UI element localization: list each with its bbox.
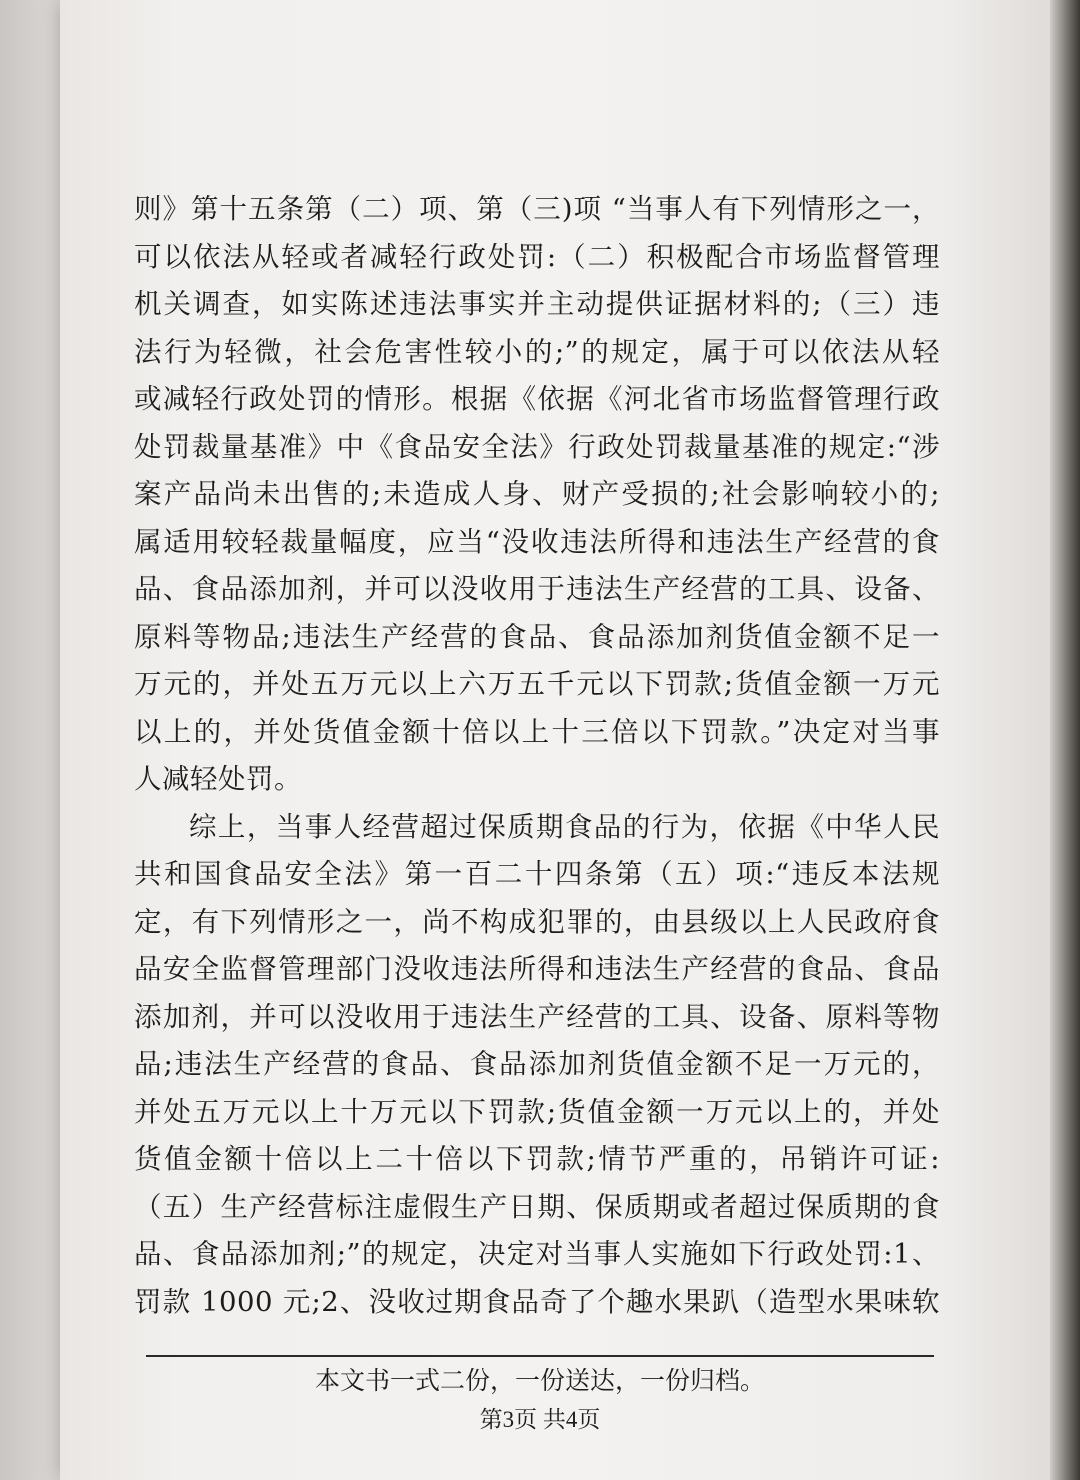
document-body (134, 186, 940, 1326)
text-line: 添加剂，并可以没收用于违法生产经营的工具、设备、原料等物 (134, 1000, 940, 1033)
text-line: 可以依法从轻或者减轻行政处罚:（二）积极配合市场监督管理 (134, 240, 940, 273)
text-line: 并处五万元以上十万元以下罚款;货值金额一万元以上的，并处 (134, 1095, 940, 1128)
text-line: 万元的，并处五万元以上六万五千元以下罚款;货值金额一万元 (134, 668, 940, 700)
page-number: 第3页 共4页 (479, 1407, 601, 1432)
text-line: 案产品尚未出售的;未造成人身、财产受损的;社会影响较小的; (134, 478, 940, 510)
text-line: 人减轻处罚。 (134, 763, 302, 795)
text-line: 综上，当事人经营超过保质期食品的行为，依据《中华人民 (189, 810, 940, 843)
text-line: 品;违法生产经营的食品、食品添加剂货值金额不足一万元的， (134, 1048, 940, 1080)
text-line: 罚款 1000 元;2、没收过期食品奇了个趣水果趴（造型水果味软 (134, 1285, 940, 1318)
footer-divider (146, 1355, 934, 1357)
page-edge-shadow (1050, 0, 1080, 1480)
text-line: 共和国食品安全法》第一百二十四条第（五）项:“违反本法规 (134, 858, 940, 890)
text-line: 则》第十五条第（二）项、第（三)项 “当事人有下列情形之一， (134, 193, 940, 225)
text-line: 法行为轻微，社会危害性较小的;”的规定，属于可以依法从轻 (134, 335, 940, 368)
text-line: 货值金额十倍以上二十倍以下罚款;情节严重的，吊销许可证: (134, 1143, 940, 1175)
text-line: 以上的，并处货值金额十倍以上十三倍以下罚款。”决定对当事 (134, 715, 940, 748)
text-line: 定，有下列情形之一，尚不构成犯罪的，由县级以上人民政府食 (134, 905, 940, 938)
text-line: 原料等物品;违法生产经营的食品、食品添加剂货值金额不足一 (134, 620, 940, 653)
text-line: 属适用较轻裁量幅度，应当“没收违法所得和违法生产经营的食 (134, 525, 940, 558)
footer-note: 本文书一式二份，一份送达，一份归档。 (314, 1366, 765, 1395)
text-line: 机关调查，如实陈述违法事实并主动提供证据材料的;（三）违 (134, 288, 940, 320)
text-line: 或减轻行政处罚的情形。根据《依据《河北省市场监督管理行政 (134, 383, 940, 415)
text-line: 品、食品添加剂，并可以没收用于违法生产经营的工具、设备、 (134, 573, 940, 605)
text-line: 品、食品添加剂;”的规定，决定对当事人实施如下行政处罚:1、 (134, 1238, 940, 1270)
text-line: 品安全监督管理部门没收违法所得和违法生产经营的食品、食品 (134, 953, 940, 985)
text-line: （五）生产经营标注虚假生产日期、保质期或者超过保质期的食 (134, 1190, 940, 1223)
text-line: 处罚裁量基准》中《食品安全法》行政处罚裁量基准的规定:“涉 (134, 430, 940, 463)
